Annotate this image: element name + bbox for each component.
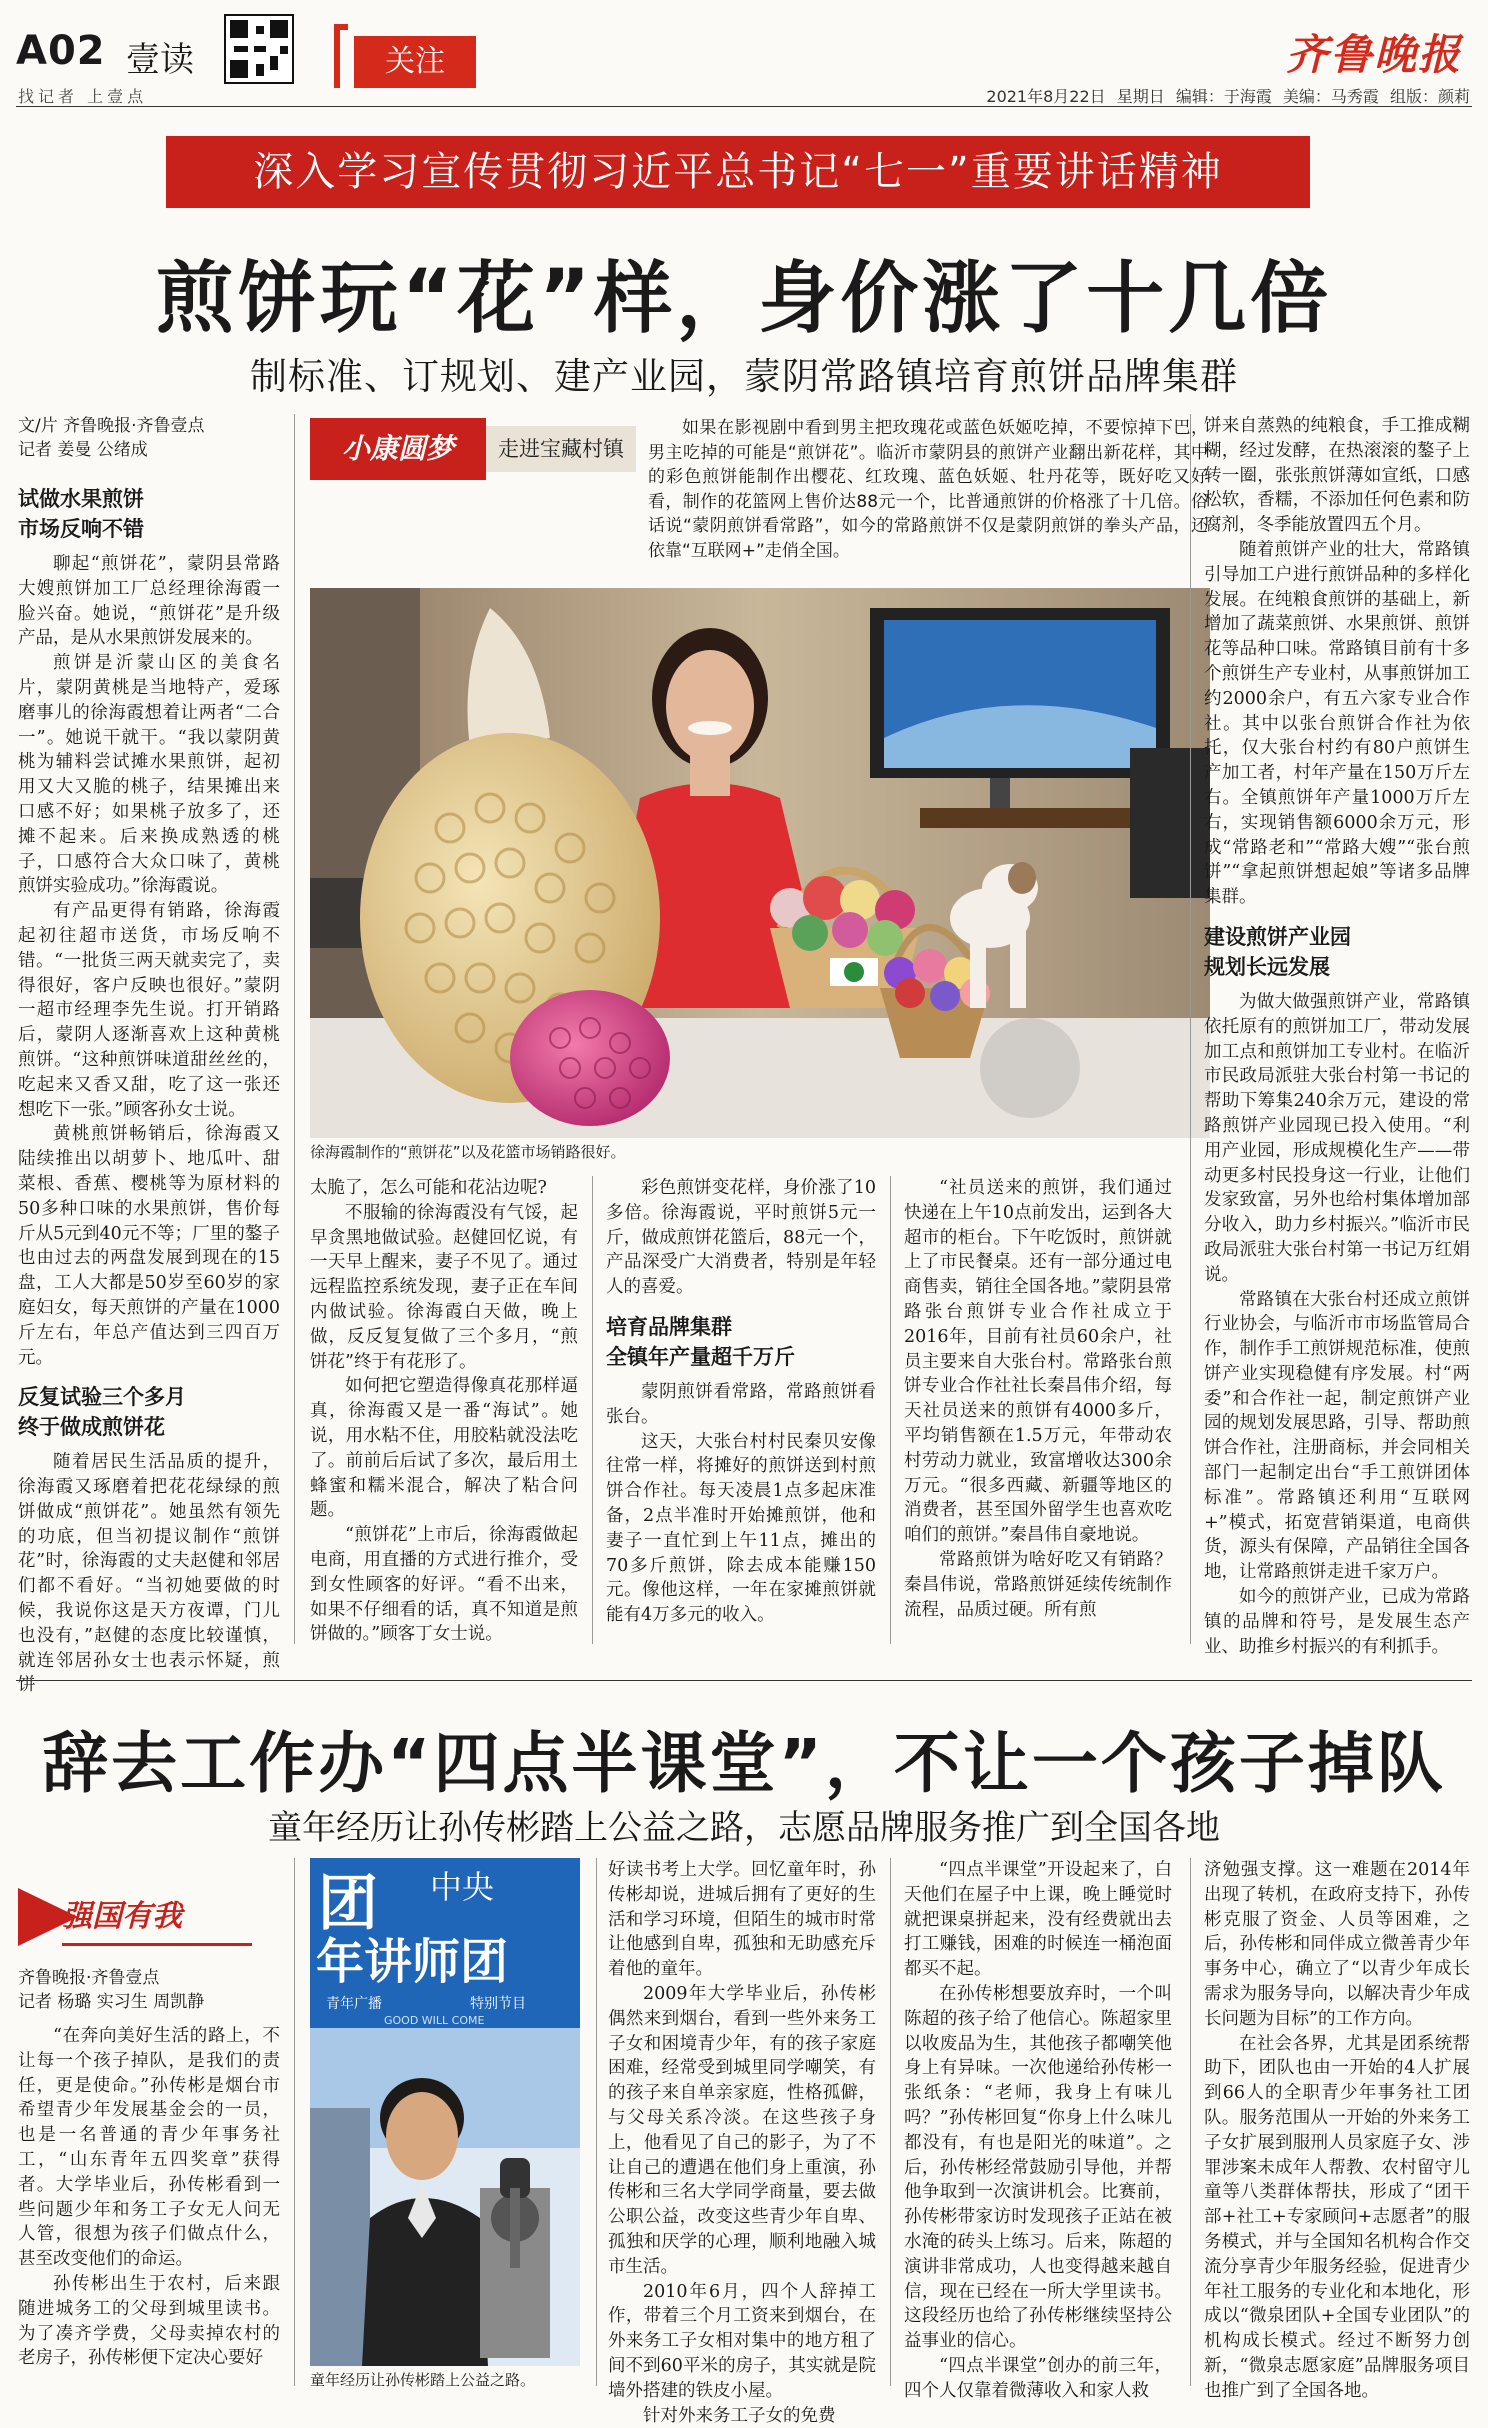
article1-lead (648, 416, 1208, 563)
paragraph: 济勉强支撑。这一难题在2014年出现了转机，在政府支持下，孙传彬克服了资金、人员等困难，之后，孙传彬和同伴成立微善青少年事务中心，确立了“以青少年成长需求为服务导向，以解决青少年成长问题为目标”的工作方向。 (1204, 1860, 1470, 2029)
page-number: A02 (16, 28, 106, 74)
article1-photo-caption: 徐海霞制作的“煎饼花”以及花篮市场销路很好。 (310, 1143, 626, 1161)
qr-code-icon[interactable] (224, 14, 294, 84)
paragraph: “四点半课堂”开设起来了，白天他们在屋子中上课，晚上睡觉时就把课桌拼起来，没有经费就出去打工赚钱，困难的时候连一桶泡面都买不起。 (904, 1860, 1172, 1980)
column-tag (310, 418, 640, 480)
column-divider (294, 414, 295, 1644)
paragraph: 如今的煎饼产业，已成为常路镇的品牌和符号，是发展生态产业、助推乡村振兴的有利抓手。 (1204, 1587, 1470, 1657)
byline-line-2: 记者 杨璐 实习生 周凯静 (18, 1992, 205, 2012)
paragraph: 为做大做强煎饼产业，常路镇依托原有的煎饼加工厂，带动发展加工点和煎饼加工专业村。在临沂市民政局派驻大张台村第一书记的帮助下筹集240余万元，建设的常路煎饼产业园现已投入使用。“利用产业园，形成规模化生产——带动更多村民投身这一行业，让他们发家致富，另外也给村集体增加部分收入，助力乡村振兴。”临沂市民政局派驻大张台村第一书记万红娟说。 (1204, 991, 1470, 1285)
article1-column-4 (904, 1176, 1172, 1644)
article-separator (16, 1680, 1472, 1681)
article2-headline: 辞去工作办“四点半课堂”，不让一个孩子掉队 (42, 1725, 1446, 1802)
column-divider (1190, 414, 1191, 1644)
byline-line-1: 文/片 齐鲁晚报·齐鲁壹点 (18, 416, 205, 436)
paragraph: 2010年6月，四个人辞掉工作，带着三个月工资来到烟台，在外来务工子女相对集中的地方租了间不到60平米的房子，其实就是院墙外搭建的铁皮小屋。 (608, 2281, 876, 2401)
paragraph: 有产品更得有销路，徐海霞起初往超市送货，市场反响不错。“一批货三两天就卖完了，卖得很好，客户反映也很好。”蒙阴一超市经理李先生说。打开销路后，蒙阴人逐渐喜欢上这种黄桃煎饼。“这种煎饼味道甜丝丝的，吃起来又香又甜，吃了这一张还想吃下一张。”顾客孙女士说。 (18, 901, 280, 1120)
backdrop-text: 特别节目 (470, 1996, 526, 2012)
paragraph: 不服输的徐海霞没有气馁，起早贪黑地做试验。赵健回忆说，有一天早上醒来，妻子不见了。通过远程监控系统发现，妻子正在车间内做试验。徐海霞白天做，晚上做，反反复复做了三个多月，“煎饼花”终于有花形了。 (310, 1202, 578, 1372)
paragraph: “社员送来的煎饼，我们通过快递在上午10点前发出，运到各大超市的柜台。下午吃饭时，煎饼就上了市民餐桌。还有一部分通过电商售卖，销往全国各地。”蒙阴县常路张台煎饼专业合作社成立于2016年，目前有社员60余户，社员主要来自大张台村。常路张台煎饼专业合作社社长秦昌伟介绍，每天社员送来的煎饼有4000多斤，平均销售额在1.5万元，年带动农村劳动力就业，致富增收达300余万元。“很多西藏、新疆等地区的消费者，甚至国外留学生也喜欢吃咱们的煎饼。”秦昌伟自豪地说。 (904, 1178, 1172, 1546)
byline-line-2: 记者 姜曼 公绪成 (18, 440, 148, 460)
subheading: 反复试验三个多月 终于做成煎饼花 (18, 1385, 186, 1440)
section-focus-tag (334, 24, 514, 88)
article2-photo-caption: 童年经历让孙传彬踏上公益之路。 (310, 2371, 536, 2389)
column-divider (890, 1858, 891, 2386)
article2-column-1 (18, 1966, 280, 2386)
paragraph: 饼来自蒸熟的纯粮食，手工推成糊糊，经过发酵，在热滚滚的鏊子上转一圈，张张煎饼薄如宣纸，口感松软，香糯，不添加任何色素和防腐剂，冬季能放置四五个月。 (1204, 416, 1470, 536)
paragraph: 煎饼是沂蒙山区的美食名片，蒙阴黄桃是当地特产，爱琢磨事儿的徐海霞想着让两者“二合一”。她说干就干。“我以蒙阴黄桃为辅料尝试摊水果煎饼，起初用又大又脆的桃子，结果摊出来口感不好；如果桃子放多了，还摊不起来。后来换成熟透的桃子，口感符合大众口味了，黄桃煎饼实验成功。”徐海霞说。 (18, 653, 280, 897)
paragraph: 好读书考上大学。回忆童年时，孙传彬却说，进城后拥有了更好的生活和学习环境，但陌生的城市时常让他感到自卑，孤独和无助感充斥着他的童年。 (608, 1860, 876, 1980)
article1-subhead: 制标准、订规划、建产业园，蒙阴常路镇培育煎饼品牌集群 (250, 355, 1238, 398)
masthead-rule (16, 106, 1472, 107)
section-name: 壹读 (126, 40, 194, 80)
byline-line-1: 齐鲁晚报·齐鲁壹点 (18, 1968, 160, 1988)
paragraph: 孙传彬出生于农村，后来跟随进城务工的父母到城里读书。为了凑齐学费，父母卖掉农村的老房子，孙传彬便下定决心要好 (18, 2273, 280, 2369)
backdrop-text: 青年广播 (326, 1996, 382, 2012)
newspaper-logo: 齐鲁晚报 (1285, 30, 1462, 79)
paragraph: 太脆了，怎么可能和花沾边呢? (310, 1178, 547, 1198)
paragraph: 随着居民生活品质的提升，徐海霞又琢磨着把花花绿绿的煎饼做成“煎饼花”。她虽然有领先的功底，但当初提议制作“煎饼花”时，徐海霞的丈夫赵健和邻居们都不看好。“当初她要做的时候，我说你这是天方夜谭，门儿也没有，”赵健的态度比较谨慎，就连邻居孙女士也表示怀疑，煎饼 (18, 1452, 280, 1696)
backdrop-text: 中央 (430, 1868, 495, 1906)
paragraph: 在孙传彬想要放弃时，一个叫陈超的孩子给了他信心。陈超家里以收废品为生，其他孩子都嘲笑他身上有异味。一次他递给孙传彬一张纸条：“老师，我身上有味儿吗？”孙传彬回复“你身上什么味儿都没有，有也是阳光的味道”。之后，孙传彬经常鼓励引导他，并帮他争取到一次演讲机会。比赛前，孙传彬带家访时发现孩子正站在被水淹的砖头上练习。后来，陈超的演讲非常成功，人也变得越来越自信，现在已经在一所大学里读书。这段经历也给了孙传彬继续坚持公益事业的信心。 (904, 1983, 1172, 2352)
subheading: 培育品牌集群 全镇年产量超千万斤 (606, 1314, 795, 1369)
theme-banner: 深入学习宣传贯彻习近平总书记“七一”重要讲话精神 (166, 136, 1310, 208)
backdrop-text: 年讲师团 (316, 1934, 509, 1990)
masthead (0, 0, 1488, 112)
paragraph: 如何把它塑造得像真花那样逼真，徐海霞又是一番“海试”。她说，用水粘不住，用胶粘就没法吃了。前前后后试了多次，最后用土蜂蜜和糯米混合，解决了粘合问题。 (310, 1376, 578, 1521)
article1-headline: 煎饼玩“花”样，身价涨了十几倍 (155, 254, 1333, 344)
subheading: 试做水果煎饼 市场反响不错 (18, 487, 144, 541)
paragraph: 针对外来务工子女的免费 (643, 2405, 836, 2426)
paragraph: 在社会各界，尤其是团系统帮助下，团队也由一开始的4人扩展到66人的全职青少年事务社工团队。服务范围从一开始的外来务工子女扩展到服刑人员家庭子女、涉罪涉案未成年人帮教、农村留守儿童等八类群体帮扶，形成了“团干部+社工+专家顾问+志愿者”的服务模式，并与全国知名机构合作交流分享青少年服务经验，促进青少年社工服务的专业化和本地化，形成以“微泉团队+全国专业团队”的机构成长模式。经过不断努力创新，“微泉志愿家庭”品牌服务项目也推广到了全国各地。 (1204, 2033, 1470, 2401)
paragraph: “煎饼花”上市后，徐海霞做起电商，用直播的方式进行推介，受到女性顾客的好评。“看不出来，如果不仔细看的话，真不知道是煎饼做的。”顾客丁女士说。 (310, 1525, 578, 1645)
masthead-slogan: 找记者 上壹点 (18, 87, 148, 106)
column-tag-subtitle: 走进宝藏村镇 (486, 426, 636, 472)
article2-subhead: 童年经历让孙传彬踏上公益之路，志愿品牌服务推广到全国各地 (268, 1808, 1220, 1848)
column-divider (294, 1858, 295, 2386)
article1-column-5 (1204, 414, 1470, 1657)
backdrop-text: 团 (318, 1869, 378, 1939)
pancake-flower-photo (310, 588, 1210, 1138)
article2-column-2 (608, 1858, 876, 2426)
bracket-mark (334, 24, 348, 88)
paragraph: “四点半课堂”创办的前三年，四个人仅靠着微薄收入和家人救 (904, 2355, 1172, 2401)
paragraph: 随着煎饼产业的壮大，常路镇引导加工户进行煎饼品种的多样化发展。在纯粮食煎饼的基础上，新增加了蔬菜煎饼、水果煎饼、煎饼花等品种口味。常路镇目前有十多个煎饼生产专业村，从事煎饼加工约2000余户，有五六家专业合作社。其中以张台煎饼合作社为依托，仅大张台村约有80户煎饼生产加工者，村年产量在150万斤左右。全镇煎饼年产量1000万斤左右，实现销售额6000余万元，形成“常路老和”“常路大嫂”“张台煎饼”“拿起煎饼想起娘”等诸多品牌集群。 (1204, 539, 1470, 908)
article1-column-1 (18, 414, 280, 1696)
paragraph: 聊起“煎饼花”，蒙阴县常路大嫂煎饼加工厂总经理徐海霞一脸兴奋。她说，“煎饼花”是升级产品，是从水果煎饼发展来的。 (18, 554, 280, 649)
paragraph: 这天，大张台村村民秦贝安像往常一样，将摊好的煎饼送到村煎饼合作社。每天凌晨1点多起床准备，2点半准时开始摊煎饼，他和妻子一直忙到上午11点，摊出的70多斤煎饼，除去成本能赚150元。像他这样，一年在家摊煎饼就能有4万多元的收入。 (606, 1431, 876, 1626)
article2-photo (310, 1858, 580, 2366)
article1-column-3 (606, 1176, 876, 1644)
paragraph: 2009年大学毕业后，孙传彬偶然来到烟台，看到一些外来务工子女和困境青少年，有的孩子家庭困难，经常受到城里同学嘲笑，有的孩子来自单亲家庭，性格孤僻，与父母关系冷淡。在这些孩子身上，他看见了自己的影子，为了不让自己的遭遇在他们身上重演，孙传彬和三名大学同学商量，要去做公职公益，改变这些青少年自卑、孤独和厌学的心理，顺利地融入城市生活。 (608, 1983, 876, 2277)
lead-paragraph: 如果在影视剧中看到男主把玫瑰花或蓝色妖姬吃掉，不要惊掉下巴，男主吃掉的可能是“煎饼花”。临沂市蒙阴县的煎饼产业翻出新花样，其中的彩色煎饼能制作出樱花、红玫瑰、蓝色妖姬、牡丹花等，既好吃又好看，制作的花篮网上售价达88元一个，比普通煎饼的价格涨了十几倍。俗话说“蒙阴煎饼看常路”，如今的常路煎饼不仅是蒙阴煎饼的拳头产品，还依靠“互联网+”走俏全国。 (648, 418, 1208, 561)
article2-column-3 (904, 1858, 1172, 2401)
dateline: 2021年8月22日 星期日 编辑：于海霞 美编：马秀霞 组版：颜莉 (986, 87, 1470, 106)
paragraph: 常路煎饼为啥好吃又有销路？秦昌伟说，常路煎饼延续传统制作流程，品质过硬。所有煎 (904, 1549, 1172, 1620)
column-divider (596, 1858, 597, 2386)
backdrop-text: GOOD WILL COME (384, 2014, 485, 2027)
paragraph: 黄桃煎饼畅销后，徐海霞又陆续推出以胡萝卜、地瓜叶、甜菜根、香蕉、樱桃等为原材料的50多种口味的水果煎饼，售价每斤从5元到40元不等；厂里的鏊子也由过去的两盘发展到现在的15盘，工人大都是50岁至60岁的家庭妇女，每天煎饼的产量在1000斤左右，年总产值达到三四百万元。 (18, 1124, 280, 1368)
subheading: 建设煎饼产业园 规划长远发展 (1204, 924, 1351, 979)
article2-column-tag (18, 1880, 288, 1950)
column-divider (890, 1176, 891, 1644)
article1-column-2 (310, 1176, 578, 1644)
article2-column-4 (1204, 1858, 1470, 2401)
column-tag-title: 小康圆梦 (310, 418, 486, 480)
portrait-photo (310, 1858, 580, 2366)
article1-photo (310, 588, 1210, 1138)
paragraph: “在奔向美好生活的路上，不让每一个孩子掉队，是我们的责任，更是使命。”孙传彬是烟台市希望青少年发展基金会的一员，也是一名普通的青少年事务社工，“山东青年五四奖章”获得者。大学毕业后，孙传彬看到一些问题少年和务工子女无人问无人管，很想为孩子们做点什么，甚至改变他们的命运。 (18, 2026, 280, 2270)
column-tag-title: 强国有我 (62, 1888, 252, 1946)
paragraph: 蒙阴煎饼看常路，常路煎饼看张台。 (606, 1381, 876, 1427)
column-divider (592, 1176, 593, 1644)
focus-label: 关注 (354, 36, 476, 88)
paragraph: 常路镇在大张台村还成立煎饼行业协会，与临沂市市场监管局合作，制作手工煎饼规范标准，使煎饼产业实现稳健有序发展。村“两委”和合作社一起，制定煎饼产业园的规划发展思路，引导、帮助煎饼合作社，注册商标，并会同相关部门一起制定出台“手工煎饼团体标准”。常路镇还利用“互联网+”模式，拓宽营销渠道，电商供货，源头有保障，产品销往全国各地，让常路煎饼走进千家万户。 (1204, 1289, 1470, 1583)
column-divider (1190, 1858, 1191, 2386)
paragraph: 彩色煎饼变花样，身价涨了10多倍。徐海霞说，平时煎饼5元一斤，做成煎饼花篮后，88元一个，产品深受广大消费者，特别是年轻人的喜爱。 (606, 1178, 876, 1298)
